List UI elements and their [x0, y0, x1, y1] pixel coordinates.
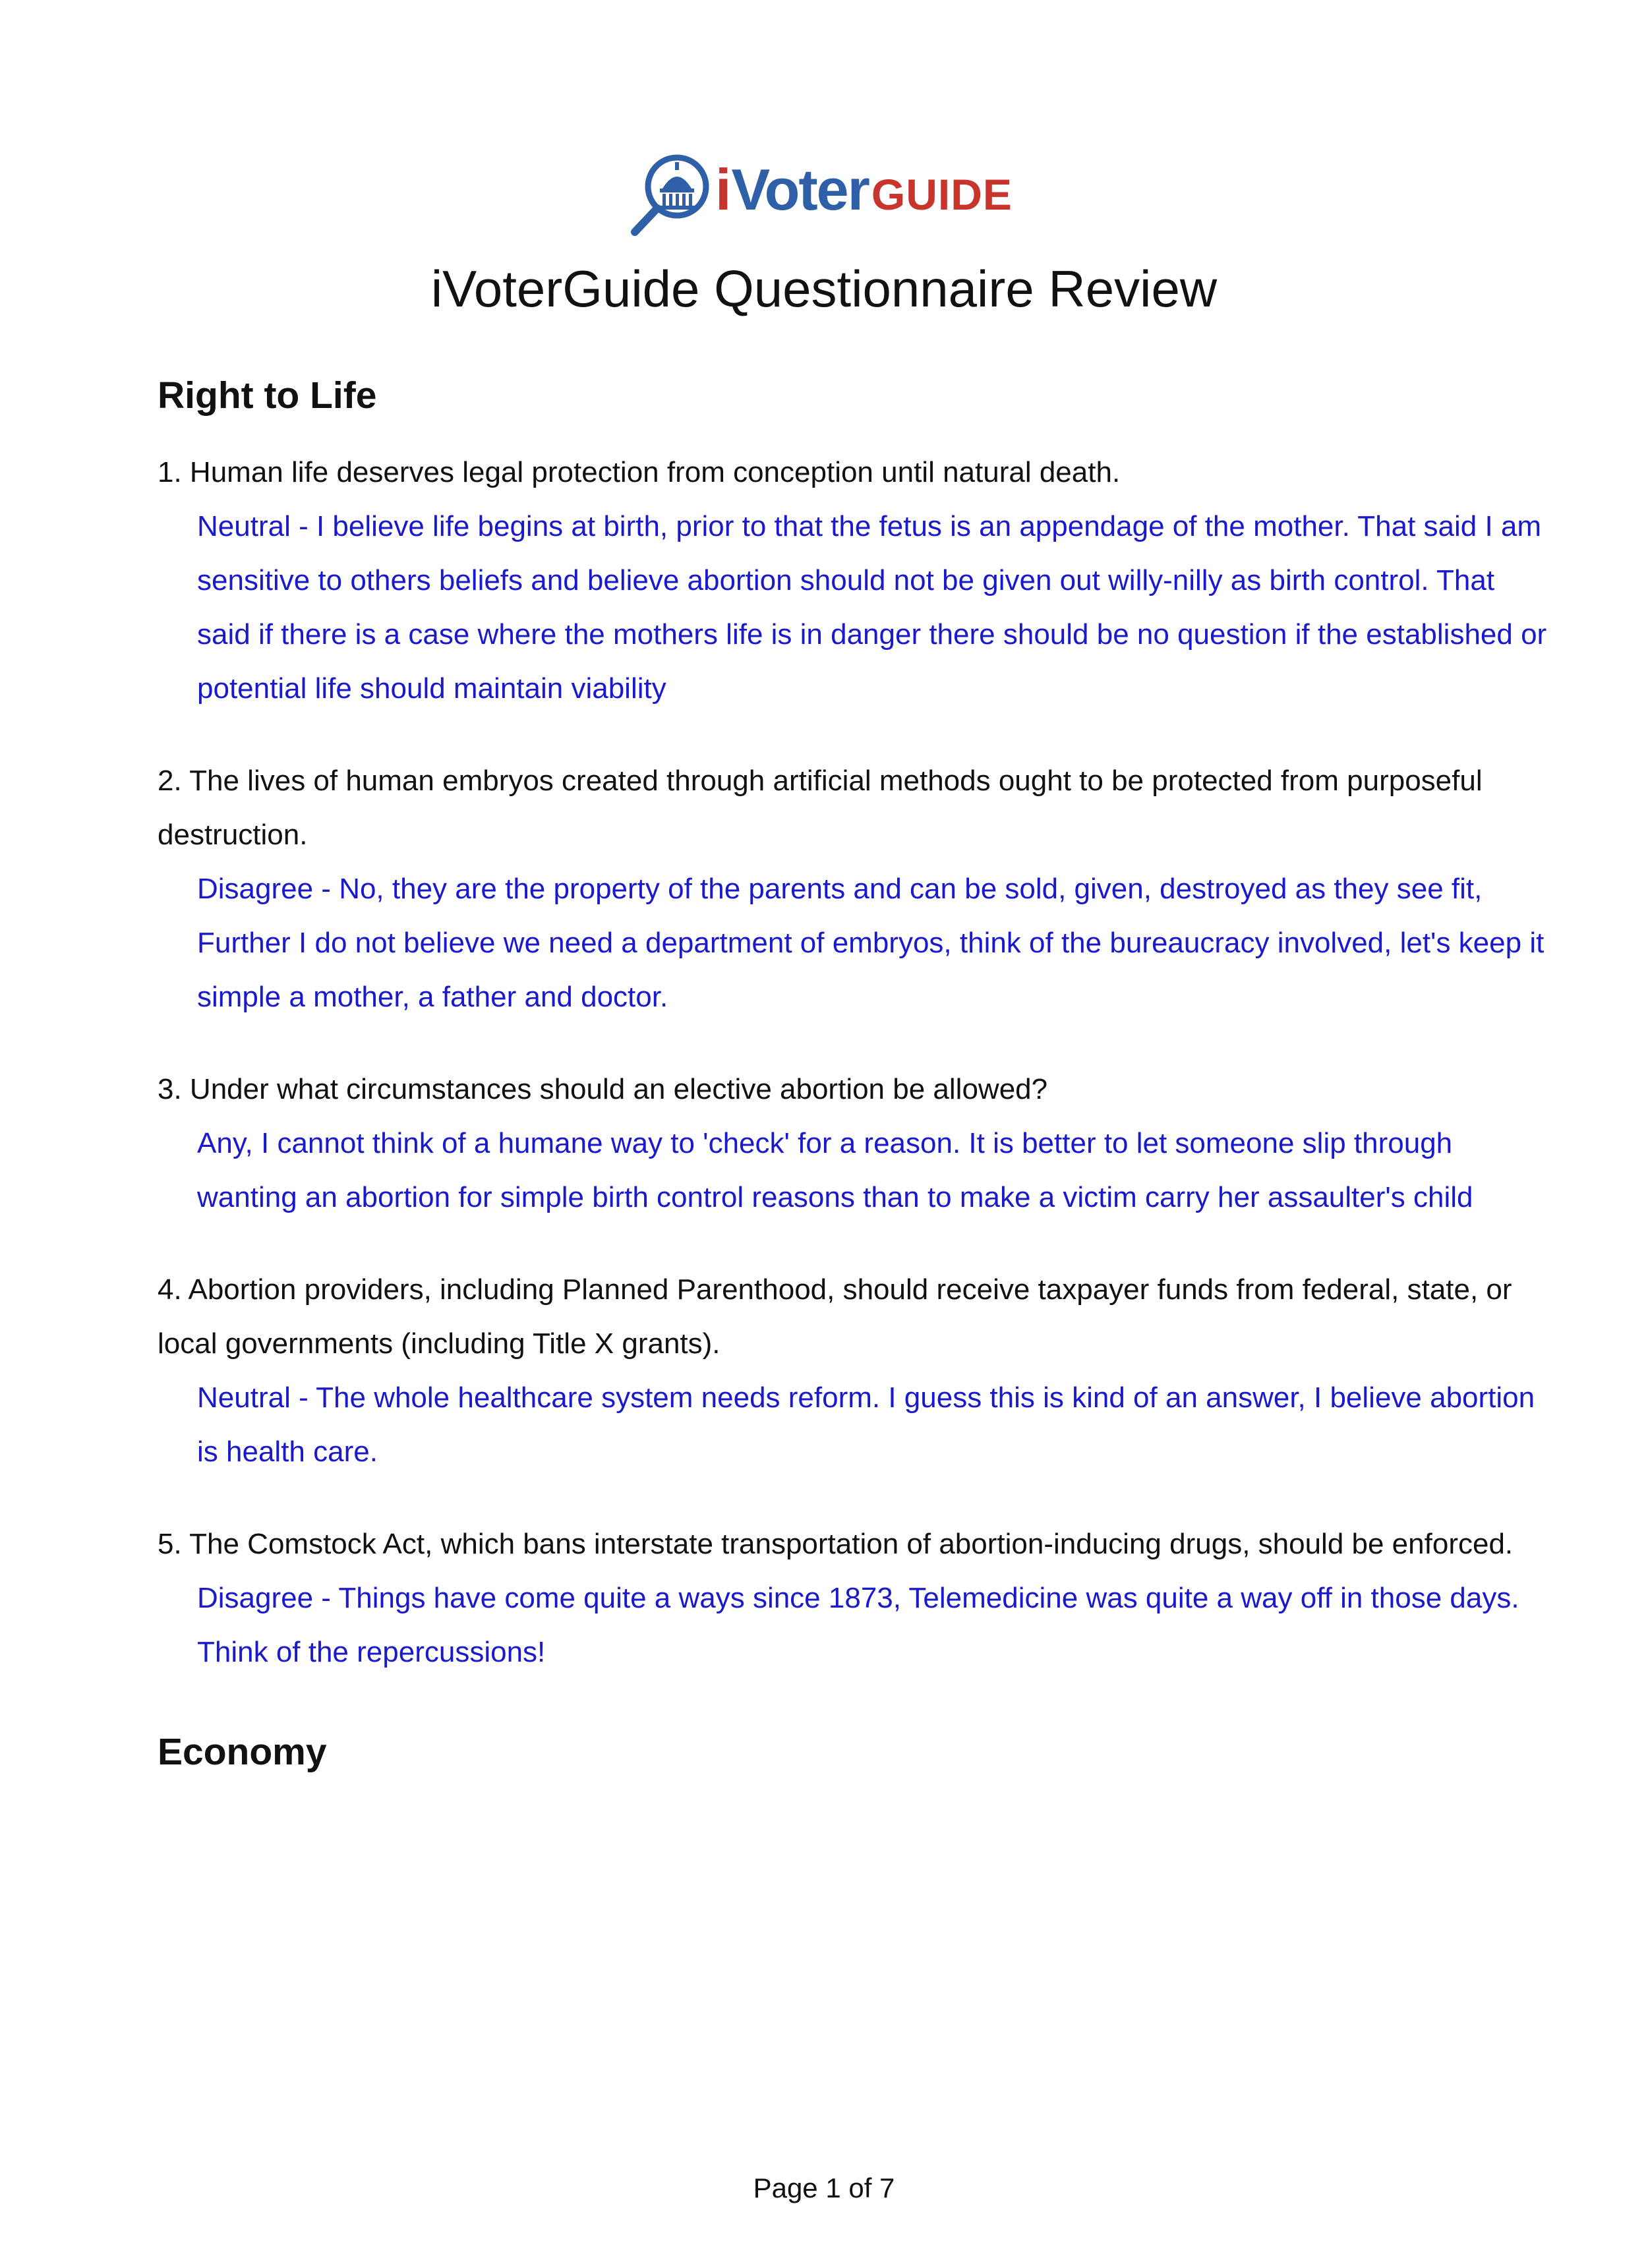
section-heading-right-to-life: Right to Life — [158, 374, 377, 417]
answer-text: Neutral - I believe life begins at birth, prior to that the fetus is an appendage of the mother. That said I am sensitive to others beliefs and believe abortion should not be given out willy-nilly as birth control. That said if there is a case where the mothers life is in danger there should be no question if the established or potential life should maintain viability — [197, 510, 1547, 705]
logo-wordmark — [715, 157, 1013, 240]
question-item — [158, 1062, 1555, 1225]
logo-voter: Voter — [731, 157, 869, 222]
answer-text: Neutral - The whole healthcare system needs reform. I guess this is kind of an answer, I believe abortion is health care. — [197, 1381, 1535, 1468]
questionnaire-content — [158, 369, 1555, 1778]
capitol-magnifier-icon — [630, 150, 715, 236]
page-title: iVoterGuide Questionnaire Review — [430, 260, 1218, 318]
question-text: 5. The Comstock Act, which bans interstate transportation of abortion-inducing drugs, should be enforced. — [158, 1528, 1514, 1560]
question-text: 2. The lives of human embryos created through artificial methods ought to be protected from purposeful destruction. — [158, 765, 1483, 851]
question-item — [158, 1263, 1555, 1479]
question-text: 4. Abortion providers, including Planned Parenthood, should receive taxpayer funds from federal, state, or local governments (including Title X grants). — [158, 1273, 1512, 1360]
question-item — [158, 754, 1555, 1024]
ivoterguide-logo — [630, 150, 1025, 236]
question-item — [158, 1517, 1555, 1679]
logo-guide: GUIDE — [871, 170, 1013, 219]
section-heading-economy: Economy — [158, 1731, 327, 1773]
answer-text: Disagree - No, they are the property of the parents and can be sold, given, destroyed as they see fit, Further I do not believe we need a department of embryos, think of the bureaucracy involved, let's keep it simple a mother, a father and doctor. — [197, 873, 1545, 1013]
question-item — [158, 446, 1555, 716]
answer-text: Any, I cannot think of a humane way to 'check' for a reason. It is better to let someone slip through wanting an abortion for simple birth control reasons than to make a victim carry her assaulter's child — [197, 1127, 1473, 1213]
question-text: 1. Human life deserves legal protection from conception until natural death. — [158, 456, 1121, 488]
logo-i: i — [715, 157, 732, 222]
question-text: 3. Under what circumstances should an elective abortion be allowed? — [158, 1073, 1048, 1105]
answer-text: Disagree - Things have come quite a ways since 1873, Telemedicine was quite a way off in those days. Think of the repercussions! — [197, 1582, 1519, 1668]
page-number: Page 1 of 7 — [753, 2172, 895, 2203]
